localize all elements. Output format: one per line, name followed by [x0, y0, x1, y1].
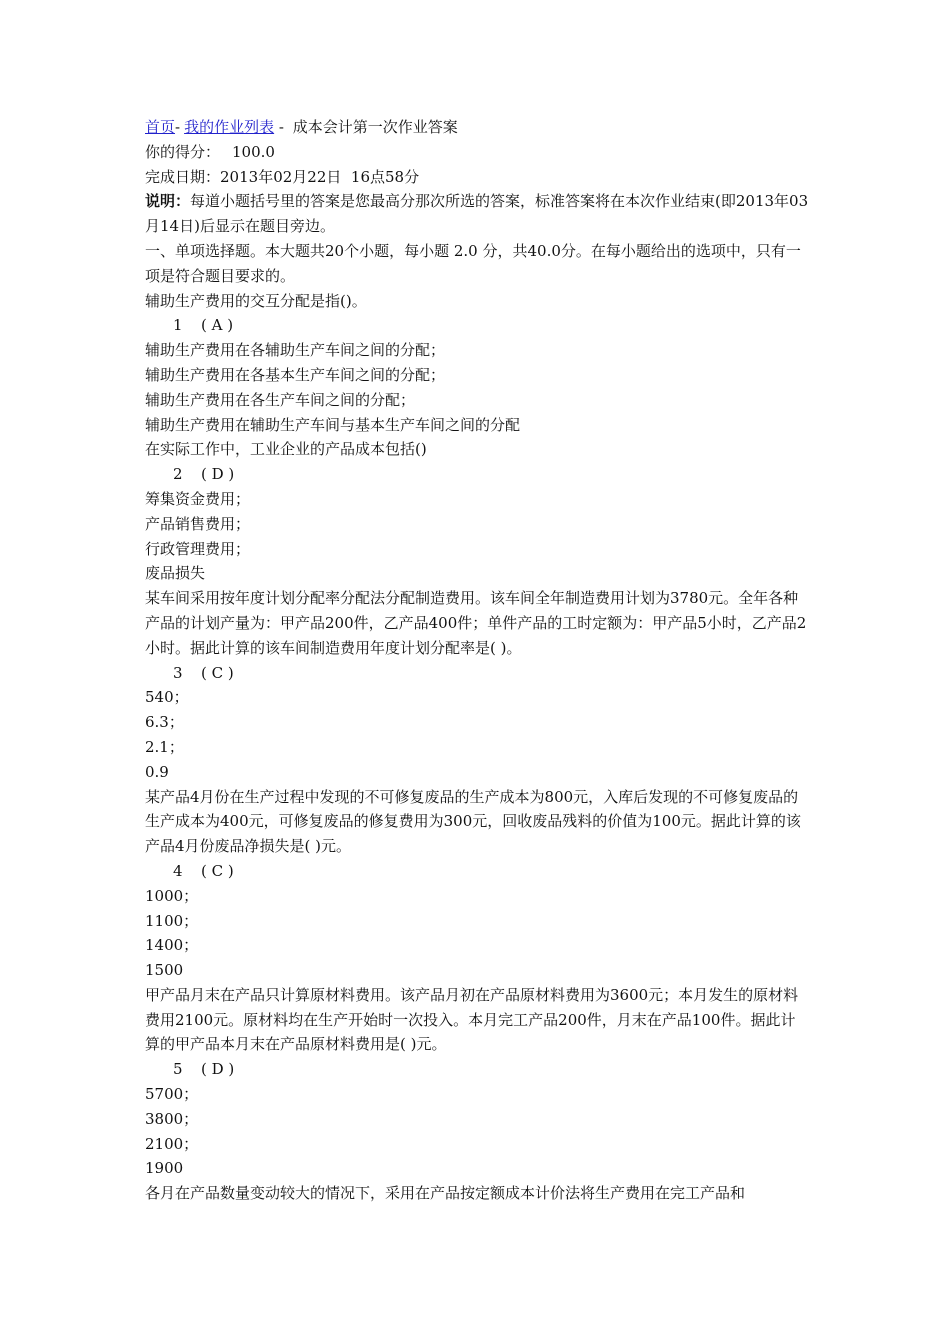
selected-answer: ( A )	[201, 316, 234, 335]
option-item: 行政管理费用；	[145, 539, 251, 558]
question-answer	[145, 313, 810, 338]
option-item: 废品损失	[145, 564, 206, 583]
question-text-partial: 各月在产品数量变动较大的情况下，采用在产品按定额成本计价法将生产费用在完工产品和	[145, 1184, 746, 1203]
question-number: 4	[173, 861, 183, 880]
question-item	[145, 289, 810, 438]
question-answer	[145, 859, 810, 884]
option-item: 2100；	[145, 1134, 199, 1153]
question-item	[145, 586, 810, 784]
option-item: 1900	[145, 1159, 184, 1178]
section-heading: 一、单项选择题。本大题共20个小题，每小题 2.0 分，共40.0分。在每小题给出的选项中，只有一项是符合题目要求的。	[145, 241, 801, 285]
question-number: 1	[173, 316, 183, 335]
option-item: 0.9	[145, 762, 169, 781]
breadcrumb-separator: -	[274, 118, 289, 136]
instruction-note	[145, 189, 810, 239]
option-item: 1100；	[145, 911, 199, 930]
selected-answer: ( C )	[201, 663, 234, 682]
question-answer	[145, 1057, 810, 1082]
question-text: 在实际工作中，工业企业的产品成本包括()	[145, 440, 427, 459]
instruction-text: 每道小题括号里的答案是您最高分那次所选的答案，标准答案将在本次作业结束(即2013年03月14日)后显示在题目旁边。	[145, 192, 809, 236]
breadcrumb	[145, 115, 810, 140]
option-item: 1400；	[145, 936, 199, 955]
completion-date-value: 2013年02月22日 16点58分	[220, 167, 420, 186]
option-item: 辅助生产费用在各辅助生产车间之间的分配；	[145, 341, 446, 360]
score-row	[145, 140, 810, 165]
question-answer	[145, 661, 810, 686]
question-text: 甲产品月末在产品只计算原材料费用。该产品月初在产品原材料费用为3600元；本月发生的原材料费用2100元。原材料均在生产开始时一次投入。本月完工产品200件，月末在产品100件。据此计算的甲产品本月末在产品原材料费用是( )元。	[145, 985, 799, 1054]
question-item	[145, 983, 810, 1181]
option-item: 1000；	[145, 886, 199, 905]
homework-answer-page	[145, 115, 810, 1206]
completion-date-label: 完成日期：	[145, 167, 221, 186]
question-number: 3	[173, 663, 183, 682]
option-item: 辅助生产费用在各基本生产车间之间的分配；	[145, 365, 446, 384]
score-value: 100.0	[232, 142, 275, 161]
option-item: 辅助生产费用在各生产车间之间的分配；	[145, 390, 416, 409]
breadcrumb-separator: -	[175, 118, 181, 136]
option-item: 2.1；	[145, 737, 184, 756]
question-text: 辅助生产费用的交互分配是指()。	[145, 291, 367, 310]
question-answer	[145, 462, 810, 487]
breadcrumb-home-link[interactable]: 首页	[145, 118, 176, 136]
page-title: 成本会计第一次作业答案	[292, 118, 458, 136]
option-item: 6.3；	[145, 713, 184, 732]
question-item	[145, 785, 810, 983]
question-text: 某车间采用按年度计划分配率分配法分配制造费用。该车间全年制造费用计划为3780元。全年各种产品的计划产量为：甲产品200件，乙产品400件；单件产品的工时定额为：甲产品5小时，乙产品2小时。据此计算的该车间制造费用年度计划分配率是( )。	[145, 589, 807, 657]
question-number: 5	[173, 1060, 183, 1079]
option-item: 筹集资金费用；	[145, 489, 251, 508]
option-item: 5700；	[145, 1085, 199, 1104]
option-item: 540；	[145, 688, 189, 707]
selected-answer: ( C )	[201, 861, 234, 880]
question-text: 某产品4月份在生产过程中发现的不可修复废品的生产成本为800元，入库后发现的不可修复废品的生产成本为400元，可修复废品的修复费用为300元，回收废品残料的价值为100元。据此计算的该产品4月份废品净损失是( )元。	[145, 787, 801, 856]
option-item: 3800；	[145, 1109, 199, 1128]
selected-answer: ( D )	[201, 1060, 235, 1079]
selected-answer: ( D )	[201, 465, 235, 484]
option-item: 辅助生产费用在辅助生产车间与基本生产车间之间的分配	[145, 415, 521, 434]
question-item	[145, 437, 810, 586]
option-item: 1500	[145, 961, 184, 980]
breadcrumb-homework-list-link[interactable]: 我的作业列表	[184, 118, 275, 136]
score-label: 你的得分：	[145, 142, 221, 161]
option-item: 产品销售费用；	[145, 514, 251, 533]
instruction-label: 说明：	[145, 192, 191, 211]
question-number: 2	[173, 465, 183, 484]
completion-date-row	[145, 165, 810, 190]
question-list	[145, 289, 810, 1182]
